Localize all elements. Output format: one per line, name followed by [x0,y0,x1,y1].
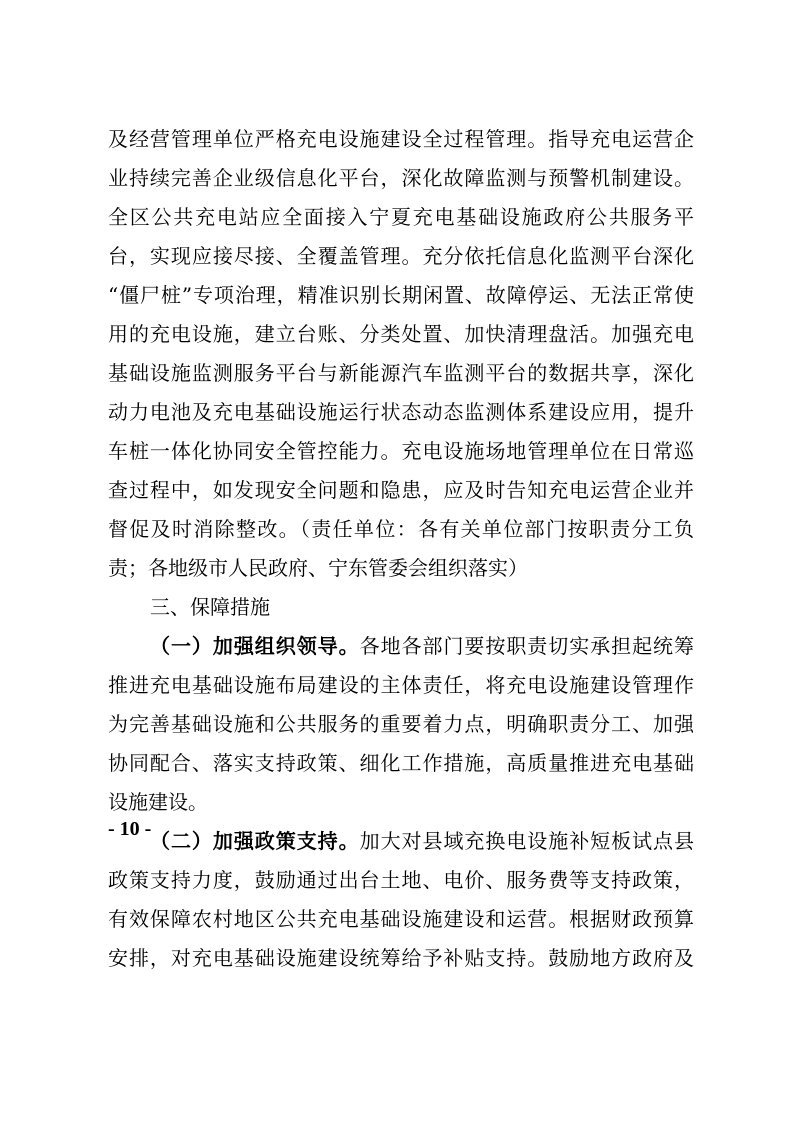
item-text: 加大对县域充换电设施补短板试点县 [359,829,695,853]
paragraph-line: 责；各地级市人民政府、宁东管委会组织落实） [108,556,528,580]
paragraph-line: 用的充电设施，建立台账、分类处置、加快清理盘活。加强充电 [108,322,694,346]
paragraph-line: 基础设施监测服务平台与新能源汽车监测平台的数据共享，深化 [108,361,694,385]
item-text: 各地各部门要按职责切实承担起统筹 [359,634,695,658]
paragraph-line: 查过程中，如发现安全问题和隐患，应及时告知充电运营企业并 [108,478,694,502]
section-heading: 三、保障措施 [150,595,270,619]
paragraph-line: 政策支持力度，鼓励通过出台土地、电价、服务费等支持政策， [108,868,694,892]
item-title: （二）加强政策支持。 [150,829,360,853]
paragraph-line: 设施建设。 [108,790,208,814]
item-first-line [108,627,694,666]
paragraph-line: 业持续完善企业级信息化平台，深化故障监测与预警机制建设。 [108,166,694,190]
paragraph-line: 动力电池及充电基础设施运行状态动态监测体系建设应用，提升 [108,400,694,424]
paragraph-line: 全区公共充电站应全面接入宁夏充电基础设施政府公共服务平 [108,205,694,229]
body-text [108,120,694,978]
paragraph-line: 安排，对充电基础设施建设统筹给予补贴支持。鼓励地方政府及 [108,946,694,970]
paragraph-line: 及经营管理单位严格充电设施建设全过程管理。指导充电运营企 [108,127,694,151]
paragraph-line: 台，实现应接尽接、全覆盖管理。充分依托信息化监测平台深化 [108,244,694,268]
page-number: - 10 - [108,818,152,840]
paragraph-line: 有效保障农村地区公共充电基础设施建设和运营。根据财政预算 [108,907,694,931]
paragraph-line: 推进充电基础设施布局建设的主体责任，将充电设施建设管理作 [108,673,694,697]
item-title: （一）加强组织领导。 [150,634,360,658]
paragraph-line: 协同配合、落实支持政策、细化工作措施，高质量推进充电基础 [108,751,694,775]
item-first-line [108,822,694,861]
paragraph-line: 为完善基础设施和公共服务的重要着力点，明确职责分工、加强 [108,712,694,736]
paragraph-line: 车桩一体化协同安全管控能力。充电设施场地管理单位在日常巡 [108,439,694,463]
paragraph-line: “僵尸桩”专项治理，精准识别长期闲置、故障停运、无法正常使 [108,283,694,307]
paragraph-line: 督促及时消除整改。（责任单位：各有关单位部门按职责分工负 [108,517,694,541]
